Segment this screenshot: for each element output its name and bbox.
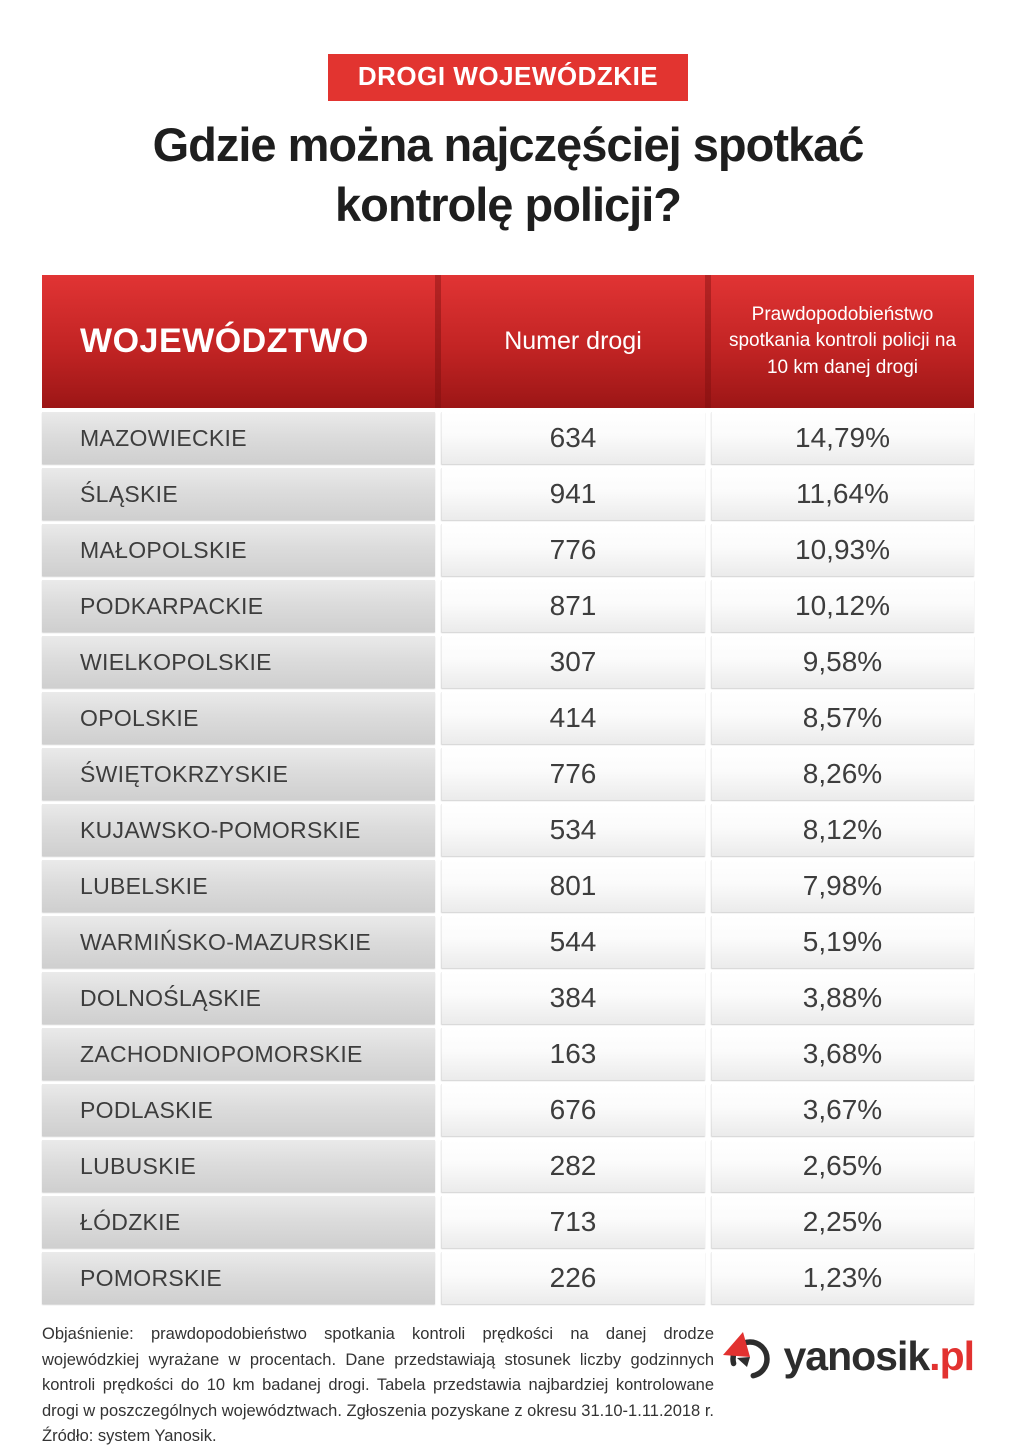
cell-road-number: 163 bbox=[441, 1028, 705, 1080]
page-title-line2: kontrolę policji? bbox=[335, 178, 681, 232]
table-row bbox=[42, 1196, 974, 1248]
category-badge: DROGI WOJEWÓDZKIE bbox=[328, 54, 688, 101]
table-body bbox=[42, 412, 974, 1304]
cell-region-name: ZACHODNIOPOMORSKIE bbox=[42, 1028, 435, 1080]
table-row bbox=[42, 580, 974, 632]
cell-region-name: LUBELSKIE bbox=[42, 860, 435, 912]
cell-region-name: PODKARPACKIE bbox=[42, 580, 435, 632]
table-row bbox=[42, 692, 974, 744]
cell-region-name: PODLASKIE bbox=[42, 1084, 435, 1136]
cell-region-name: MAŁOPOLSKIE bbox=[42, 524, 435, 576]
cell-probability: 10,93% bbox=[711, 524, 974, 576]
cell-region-name: KUJAWSKO-POMORSKIE bbox=[42, 804, 435, 856]
column-header-region: WOJEWÓDZTWO bbox=[42, 275, 435, 408]
cell-probability: 8,57% bbox=[711, 692, 974, 744]
column-header-road-number: Numer drogi bbox=[441, 275, 705, 408]
cell-region-name: OPOLSKIE bbox=[42, 692, 435, 744]
badge-container bbox=[0, 0, 1016, 101]
table-row bbox=[42, 468, 974, 520]
cell-road-number: 226 bbox=[441, 1252, 705, 1304]
cell-probability: 2,65% bbox=[711, 1140, 974, 1192]
cell-road-number: 634 bbox=[441, 412, 705, 464]
cell-road-number: 534 bbox=[441, 804, 705, 856]
cell-road-number: 544 bbox=[441, 916, 705, 968]
cell-probability: 7,98% bbox=[711, 860, 974, 912]
table-row bbox=[42, 1140, 974, 1192]
cell-probability: 10,12% bbox=[711, 580, 974, 632]
yanosik-logo bbox=[721, 1322, 974, 1450]
logo-name: yanosik bbox=[783, 1333, 930, 1379]
cell-region-name: LUBUSKIE bbox=[42, 1140, 435, 1192]
cell-probability: 3,88% bbox=[711, 972, 974, 1024]
cell-region-name: ŚLĄSKIE bbox=[42, 468, 435, 520]
page-title-line1: Gdzie można najczęściej spotkać bbox=[152, 118, 864, 171]
table-row bbox=[42, 916, 974, 968]
table-row bbox=[42, 804, 974, 856]
cell-region-name: POMORSKIE bbox=[42, 1252, 435, 1304]
table-header-row bbox=[42, 275, 974, 408]
table-row bbox=[42, 524, 974, 576]
cell-probability: 3,68% bbox=[711, 1028, 974, 1080]
cell-region-name: MAZOWIECKIE bbox=[42, 412, 435, 464]
cell-road-number: 776 bbox=[441, 748, 705, 800]
cell-probability: 1,23% bbox=[711, 1252, 974, 1304]
cell-probability: 5,19% bbox=[711, 916, 974, 968]
table-row bbox=[42, 1084, 974, 1136]
page-title bbox=[0, 115, 1016, 235]
cell-region-name: WIELKOPOLSKIE bbox=[42, 636, 435, 688]
cell-road-number: 384 bbox=[441, 972, 705, 1024]
cell-probability: 14,79% bbox=[711, 412, 974, 464]
cell-road-number: 676 bbox=[441, 1084, 705, 1136]
cell-probability: 8,12% bbox=[711, 804, 974, 856]
cell-probability: 2,25% bbox=[711, 1196, 974, 1248]
cell-road-number: 282 bbox=[441, 1140, 705, 1192]
logo-tld: .pl bbox=[929, 1333, 974, 1379]
footer bbox=[42, 1322, 974, 1450]
cell-region-name: ŁÓDZKIE bbox=[42, 1196, 435, 1248]
cell-road-number: 713 bbox=[441, 1196, 705, 1248]
cell-region-name: ŚWIĘTOKRZYSKIE bbox=[42, 748, 435, 800]
cell-road-number: 307 bbox=[441, 636, 705, 688]
table-row bbox=[42, 860, 974, 912]
table-row bbox=[42, 748, 974, 800]
cell-road-number: 414 bbox=[441, 692, 705, 744]
cell-probability: 8,26% bbox=[711, 748, 974, 800]
cell-region-name: WARMIŃSKO-MAZURSKIE bbox=[42, 916, 435, 968]
cell-road-number: 776 bbox=[441, 524, 705, 576]
table-row bbox=[42, 1028, 974, 1080]
cell-road-number: 941 bbox=[441, 468, 705, 520]
table-row bbox=[42, 636, 974, 688]
yanosik-arrow-icon bbox=[721, 1330, 773, 1382]
cell-region-name: DOLNOŚLĄSKIE bbox=[42, 972, 435, 1024]
table-row bbox=[42, 972, 974, 1024]
footnote-text: Objaśnienie: prawdopodobieństwo spotkania kontroli prędkości na danej drodze wojewódzkiej wyrażane w procentach. Dane przedstawiają stosunek liczby godzinnych kontroli prędkości do 10 km badanej drogi. Tabela przedstawia najbardziej kontrolowane drogi w poszczególnych województwach. Zgłoszenia pozyskane z okresu 31.10-1.11.2018 r. Źródło: system Yanosik. bbox=[42, 1325, 714, 1446]
column-header-probability bbox=[711, 275, 974, 408]
table-row bbox=[42, 1252, 974, 1304]
column-header-probability-text: Prawdopodobieństwo spotkania kontroli policji na 10 km danej drogi bbox=[728, 303, 957, 378]
cell-probability: 3,67% bbox=[711, 1084, 974, 1136]
yanosik-wordmark bbox=[783, 1330, 974, 1382]
cell-road-number: 871 bbox=[441, 580, 705, 632]
cell-probability: 9,58% bbox=[711, 636, 974, 688]
table-row bbox=[42, 412, 974, 464]
cell-road-number: 801 bbox=[441, 860, 705, 912]
data-table bbox=[42, 275, 974, 1308]
cell-probability: 11,64% bbox=[711, 468, 974, 520]
